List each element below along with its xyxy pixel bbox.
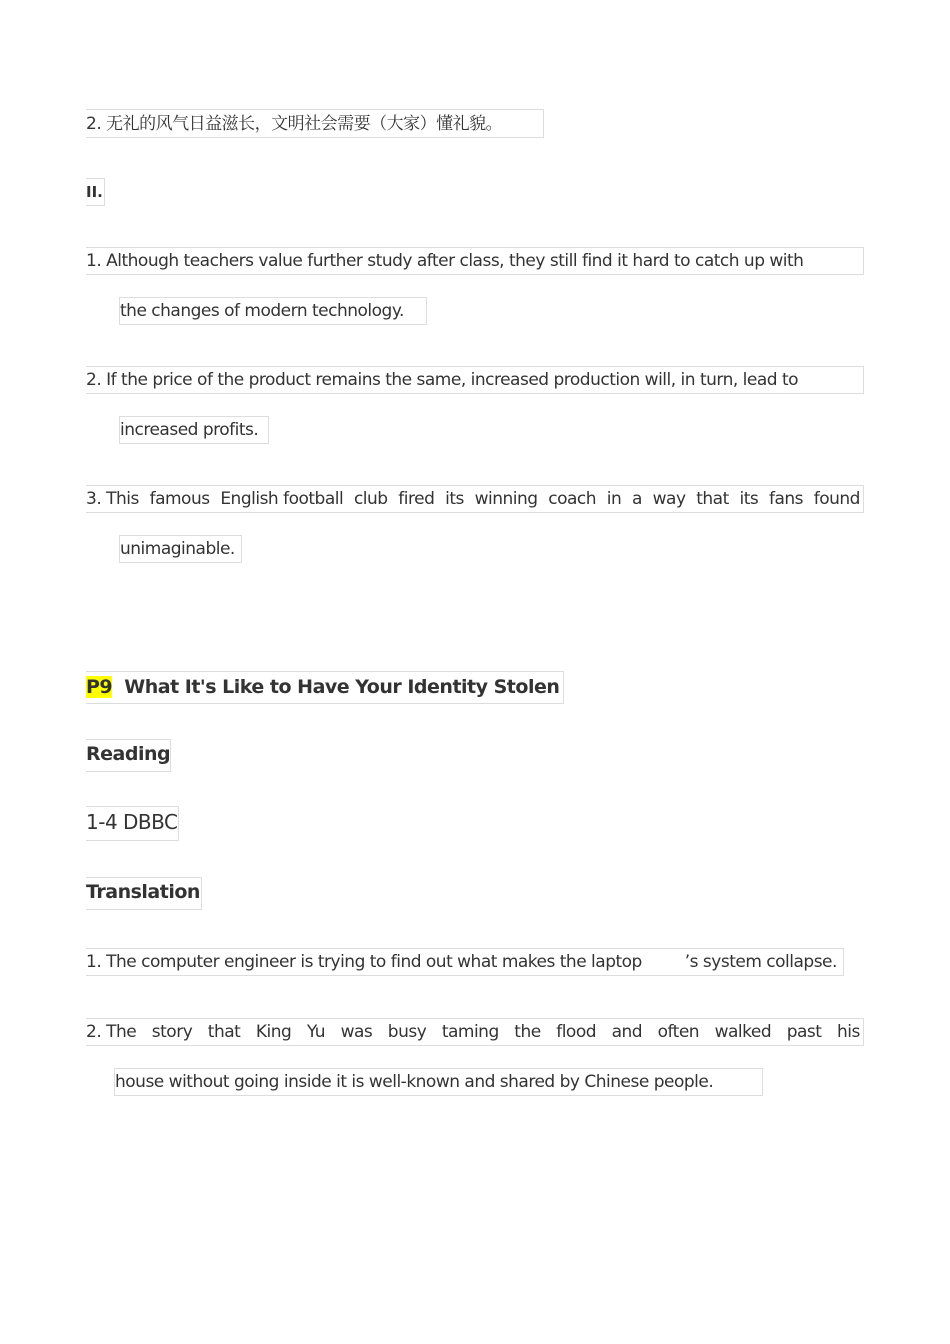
ii-item-3-line2-text: unimaginable. — [120, 539, 235, 559]
word: in — [606, 489, 622, 509]
chinese-sentence — [86, 109, 544, 138]
ii-item-1-line2 — [119, 297, 427, 325]
p9-tag: P9 — [86, 676, 113, 698]
word: story — [151, 1022, 193, 1042]
word: often — [657, 1022, 700, 1042]
word: way — [652, 489, 686, 509]
word: flood — [556, 1022, 597, 1042]
ii-item-2-line1 — [86, 366, 864, 394]
word: Yu — [306, 1022, 326, 1042]
translation-1-part1: 1. The computer engineer is trying to find out what makes the laptop — [86, 952, 642, 972]
word: 2. The — [86, 1022, 137, 1042]
p9-title-block — [86, 671, 564, 704]
word: and — [611, 1022, 643, 1042]
ii-item-2-line1-text: 2. If the price of the product remains the same, increased production will, in turn, lead to — [86, 370, 799, 390]
word: found — [813, 489, 860, 509]
ii-item-1-line1-text: 1. Although teachers value further study after class, they still find it hard to catch up with — [86, 251, 804, 271]
word: winning — [474, 489, 538, 509]
chinese-sentence-text: 2. 无礼的风气日益滋长，文明社会需要（大家）懂礼貌。 — [86, 114, 503, 134]
word: past — [786, 1022, 822, 1042]
word: fans — [768, 489, 803, 509]
section-ii-heading — [86, 178, 105, 206]
word: its — [445, 489, 464, 509]
translation-1-part2: ’s system collapse. — [684, 952, 837, 972]
word: that — [207, 1022, 241, 1042]
translation-2-line2 — [114, 1068, 763, 1096]
translation-2-line2-text: house without going inside it is well-known and shared by Chinese people. — [115, 1072, 714, 1092]
word: King — [255, 1022, 292, 1042]
section-ii-text: II. — [86, 183, 103, 201]
translation-heading — [86, 877, 202, 910]
word: its — [739, 489, 759, 509]
reading-answers — [86, 806, 179, 841]
ii-item-2-line2-text: increased profits. — [120, 420, 259, 440]
ii-item-1-line2-text: the changes of modern technology. — [120, 301, 404, 321]
translation-1 — [86, 948, 844, 976]
word: English football — [220, 489, 344, 509]
word: walked — [714, 1022, 772, 1042]
ii-item-3-line1 — [86, 485, 864, 513]
word: 3. This — [86, 489, 139, 509]
reading-heading — [86, 739, 171, 772]
word: club — [353, 489, 388, 509]
ii-item-2-line2 — [119, 416, 269, 444]
word: that — [696, 489, 729, 509]
ii-item-1-line1 — [86, 247, 864, 275]
translation-2-line1 — [86, 1018, 864, 1046]
word: his — [836, 1022, 860, 1042]
word: famous — [149, 489, 210, 509]
word: was — [340, 1022, 373, 1042]
word: busy — [387, 1022, 427, 1042]
word: fired — [398, 489, 435, 509]
translation-heading-text: Translation — [86, 881, 200, 903]
reading-answers-text: 1-4 DBBC — [86, 810, 178, 834]
p9-title: What It's Like to Have Your Identity Stolen — [124, 676, 560, 698]
word: taming — [441, 1022, 499, 1042]
word: the — [514, 1022, 541, 1042]
ii-item-3-line2 — [119, 535, 242, 563]
reading-heading-text: Reading — [86, 743, 171, 765]
word: a — [631, 489, 642, 509]
word: coach — [548, 489, 597, 509]
